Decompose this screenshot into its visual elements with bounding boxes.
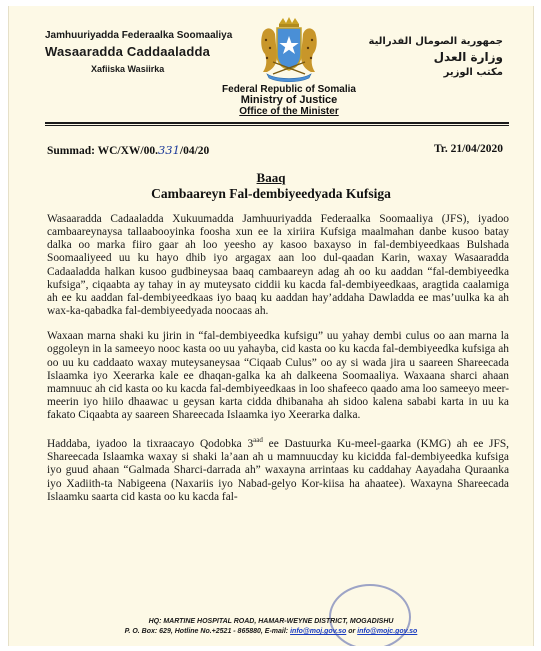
footer-contact [9,628,533,635]
paragraph-3-start: Haddaba, iyadoo la tixraacayo Qodobka 3 [47,438,254,451]
header-arabic-office: مكتب الوزير [443,67,503,78]
reference-date: Tr. 21/04/2020 [433,143,503,155]
footer-contact-prefix: P. O. Box: 629, Hotline No.+2521 - 865880, E-mail: [124,628,291,635]
reference-handwritten-number: 331 [157,143,180,157]
somalia-coat-of-arms-icon [257,14,321,84]
letter-footer [9,618,533,635]
letter-body [47,213,509,516]
header-english-block [189,84,389,117]
paragraph-2: Waxaan marna shaki ku jirin in “fal-dembiyeedka kufsigu” uu yahay dembi culus oo aan marna la oggoleyn in la sameeyo nooc kasta oo uu yahayba, cid kasta oo ku kacda fal-dembiyeedka kufsiga ah oo uu ku caddaato waxay muteysaneysaa “Ciqaab Culus” oo ay si wada jira u saareen Shareecada Islaamka iyo Xeerarka kale ee dhaqan-galka ka ah dalkeena Soomaaliya. Waxaana sharci ahaan mamnuuc ah cid kasta oo ku kacda fal-dembiyeedkaas in loo shafeeco qaado ama loo sameeyo meer-meerin iyo hiilo dhaawac u geysan karta cidda dhibanaha ah sidoo kalena sababi karta in uu ka fakato Ciqaabta ay saareen Shareecada Islaamka iyo Xeerarka dalka. [47,330,509,422]
header-arabic-country: جمهورية الصومال الفدرالية [368,36,503,47]
letter-page [8,6,534,646]
header-divider-thin [45,125,509,126]
header-arabic-ministry: وزارة العدل [433,50,503,64]
footer-email-link-2[interactable]: info@mojc.gov.so [357,628,418,635]
subject-label: Baaq [256,170,286,185]
header-somali-country: Jamhuuriyadda Federaalka Soomaaliya [45,30,233,41]
paragraph-3 [47,434,509,504]
header-somali-block [45,30,255,74]
official-stamp-icon [329,584,411,646]
paragraph-3-superscript: aad [253,436,263,445]
header-somali-office: Xafiiska Wasiirka [91,64,165,74]
footer-email-link-1[interactable]: info@moj.gov.so [290,628,347,635]
reference-number [47,143,209,157]
reference-suffix: /04/20 [179,145,210,157]
header-english-ministry: Ministry of Justice [240,94,338,106]
header-english-country: Federal Republic of Somalia [222,84,356,95]
reference-prefix: Summad: WC/XW/00. [47,145,158,157]
footer-contact-or: or [346,628,358,635]
paragraph-1: Wasaaradda Cadaaladda Xukuumadda Jamhuuriyadda Federaalka Soomaaliya (JFS), iyadoo cambaareynaysa tallaabooyinka foosha xun ee la xiriira Kufsiga maalmahan danbe kusoo batay dalka oo marka fiiro gaar ah loo yeesho ay kasoo baxayso in fal-dembiyeedkaas Bulshada Soomaaliyeed uu ku hayo dhib iyo argagax aan loo dul-qaadan Karin, waxay Wasaaradda Cadaaladda halkan kusoo gudbineysaa baaq cambaareyn adag ah oo ku aaddan “fal-dembiyeedka kufsiga”, ciqaabta ay tahay in ay muteysato ciddii ku kacda fal-dembiyeedkaas, aragtida caalamiga ah ee ku aaddan fal-dembiyeedkaas iyo baaq ku aaddan hay’addaha Dawladda ee mas’uulka ka ah wax-ka-qabadka fal-dembiyeedyada noocaas ah. [47,213,509,318]
subject-title: Cambaareyn Fal-dembiyeedyada Kufsiga [151,186,391,201]
footer-address: HQ: MARTINE HOSPITAL ROAD, HAMAR-WEYNE DISTRICT, MOGADISHU [148,618,394,625]
header-divider [45,122,509,124]
header-somali-ministry: Wasaaradda Caddaaladda [45,44,211,59]
paragraph-3-rest: ee Dastuurka Ku-meel-gaarka (KMG) ah ee JFS, Shareecada Islaamka waxay si shaki la’aan ah u mamnuucday ku kicidda fal-dembiyeedka kufsiga iyo guud ahaan “Galmada Sharci-darrada ah” waxayna arrintaas ku caddahay Aayadaha Quraanka iyo Xadiith-ta Nabigeena (Naxariis iyo Nabad-gelyo Kor-kiisa ha ahaatee). Waxayna Shareecada Islaamku saarta cid kasta oo ku kacda fal- [47,438,510,503]
header-arabic-block [343,36,503,78]
header-english-office: Office of the Minister [239,106,339,117]
